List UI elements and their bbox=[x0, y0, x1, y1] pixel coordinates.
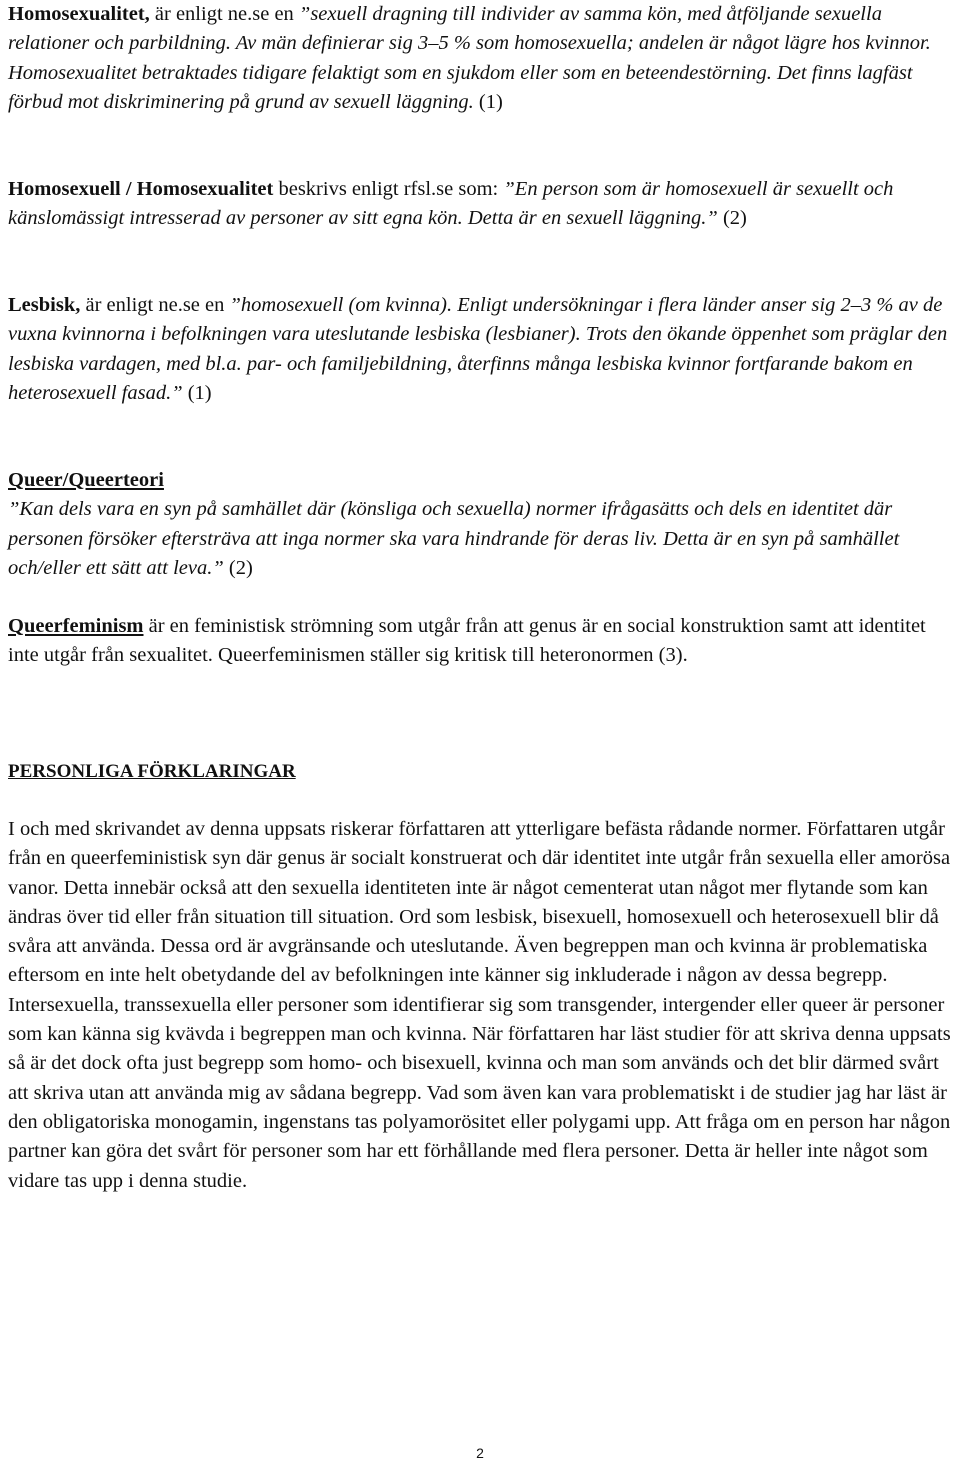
definition-queer bbox=[8, 466, 952, 583]
definition-queerfeminism bbox=[8, 612, 952, 671]
source-ne-lesbisk: är enligt ne.se en bbox=[80, 294, 230, 316]
reference-2: (2) bbox=[717, 207, 747, 230]
definition-lesbisk bbox=[8, 291, 952, 408]
definition-homosexuell bbox=[8, 175, 952, 234]
source-ne-homosexualitet: är enligt ne.se en bbox=[149, 3, 299, 25]
reference-1: (1) bbox=[182, 381, 212, 404]
term-homosexualitet: Homosexualitet, bbox=[8, 3, 150, 25]
section-body: I och med skrivandet av denna uppsats riskerar författaren att ytterligare befästa rådande normer. Författaren utgår från en queerfeministisk syn där genus är socialt konstruerat och där identitet inte utgår från sexuella eller amorösa vanor. Detta innebär också att den sexuella identiteten inte är något cementerat utan något mer flytande som kan ändras över tid eller från situation till situation. Ord som lesbisk, bisexuell, homosexuell och heterosexuell blir då svåra att använda. Dessa ord är avgränsande och uteslutande. Även begreppen man och kvinna är problematiska eftersom en inte helt obetydande del av befolkningen inte känner sig inkluderade i någon av dessa begrepp. Intersexuella, transsexuella eller personer som identifierar sig som transgender, intergender eller queer är personer som kan känna sig kvävda i begreppen man och kvinna. När författaren har läst studier för att skriva denna uppsats så är det dock ofta just begrepp som homo- och bisexuell, kvinna och man som används och det blir därmed svårt att skriva utan att använda mig av sådana begrepp. Vad som även kan vara problematiskt i de studier jag har läst är den obligatoriska monogamin, ingenstans tas polyamorösitet eller polygami upp. Att fråga om en person har någon partner kan göra det svårt för personer som har ett förhållande med flera personer. Detta är heller inte något som vidare tas upp i denna studie. bbox=[8, 818, 951, 1192]
term-queer: Queer/Queerteori bbox=[8, 469, 164, 491]
term-queerfeminism: Queerfeminism bbox=[8, 615, 144, 637]
quote-lesbisk: ”homosexuell (om kvinna). Enligt undersökningar i flera länder anser sig 2–3 % av de vuxna kvinnorna i befolkningen vara uteslutande lesbiska (lesbianer). Trots den ökande öppenhet som präglar den lesbiska vardagen, med bl.a. par- och familjebildning, återfinns många lesbiska kvinnor fortfarande bakom en heterosexuell fasad.” bbox=[8, 294, 948, 404]
term-homosexuell: Homosexuell / Homosexualitet bbox=[8, 178, 274, 200]
source-rfsl-homosexuell: beskrivs enligt rfsl.se som: bbox=[273, 178, 504, 200]
quote-homosexualitet: ”sexuell dragning till individer av samma kön, med åtföljande sexuella relationer och parbildning. Av män definierar sig 3–5 % som homosexuella; andelen är något lägre hos kvinnor. Homosexualitet betraktades tidigare felaktigt som en sjukdom eller som en beteendestörning. Det finns lagfäst förbud mot diskriminering på grund av sexuell läggning. bbox=[8, 3, 931, 113]
text-queerfeminism: är en feministisk strömning som utgår från att genus är en social konstruktion samt att identitet inte utgår från sexualitet. Queerfeminismen ställer sig kritisk till heteronormen (3). bbox=[8, 615, 926, 667]
quote-homosexuell: ”En person som är homosexuell är sexuellt och känslomässigt intresserad av personer av sitt egna kön. Detta är en sexuell läggning.” bbox=[8, 178, 894, 230]
quote-queer: ”Kan dels vara en syn på samhället där (könsliga och sexuella) normer ifrågasätts och dels en identitet där personen försöker eftersträva att inga normer ska vara hindrande för deras liv. Detta är en syn på samhället och/eller ett sätt att leva.” bbox=[8, 498, 900, 579]
page-number: 2 bbox=[476, 1445, 484, 1461]
section-heading: PERSONLIGA FÖRKLARINGAR bbox=[8, 761, 296, 782]
reference-2: (2) bbox=[223, 556, 253, 579]
reference-1: (1) bbox=[473, 90, 503, 113]
definition-homosexualitet bbox=[8, 0, 952, 117]
term-lesbisk: Lesbisk, bbox=[8, 294, 81, 316]
